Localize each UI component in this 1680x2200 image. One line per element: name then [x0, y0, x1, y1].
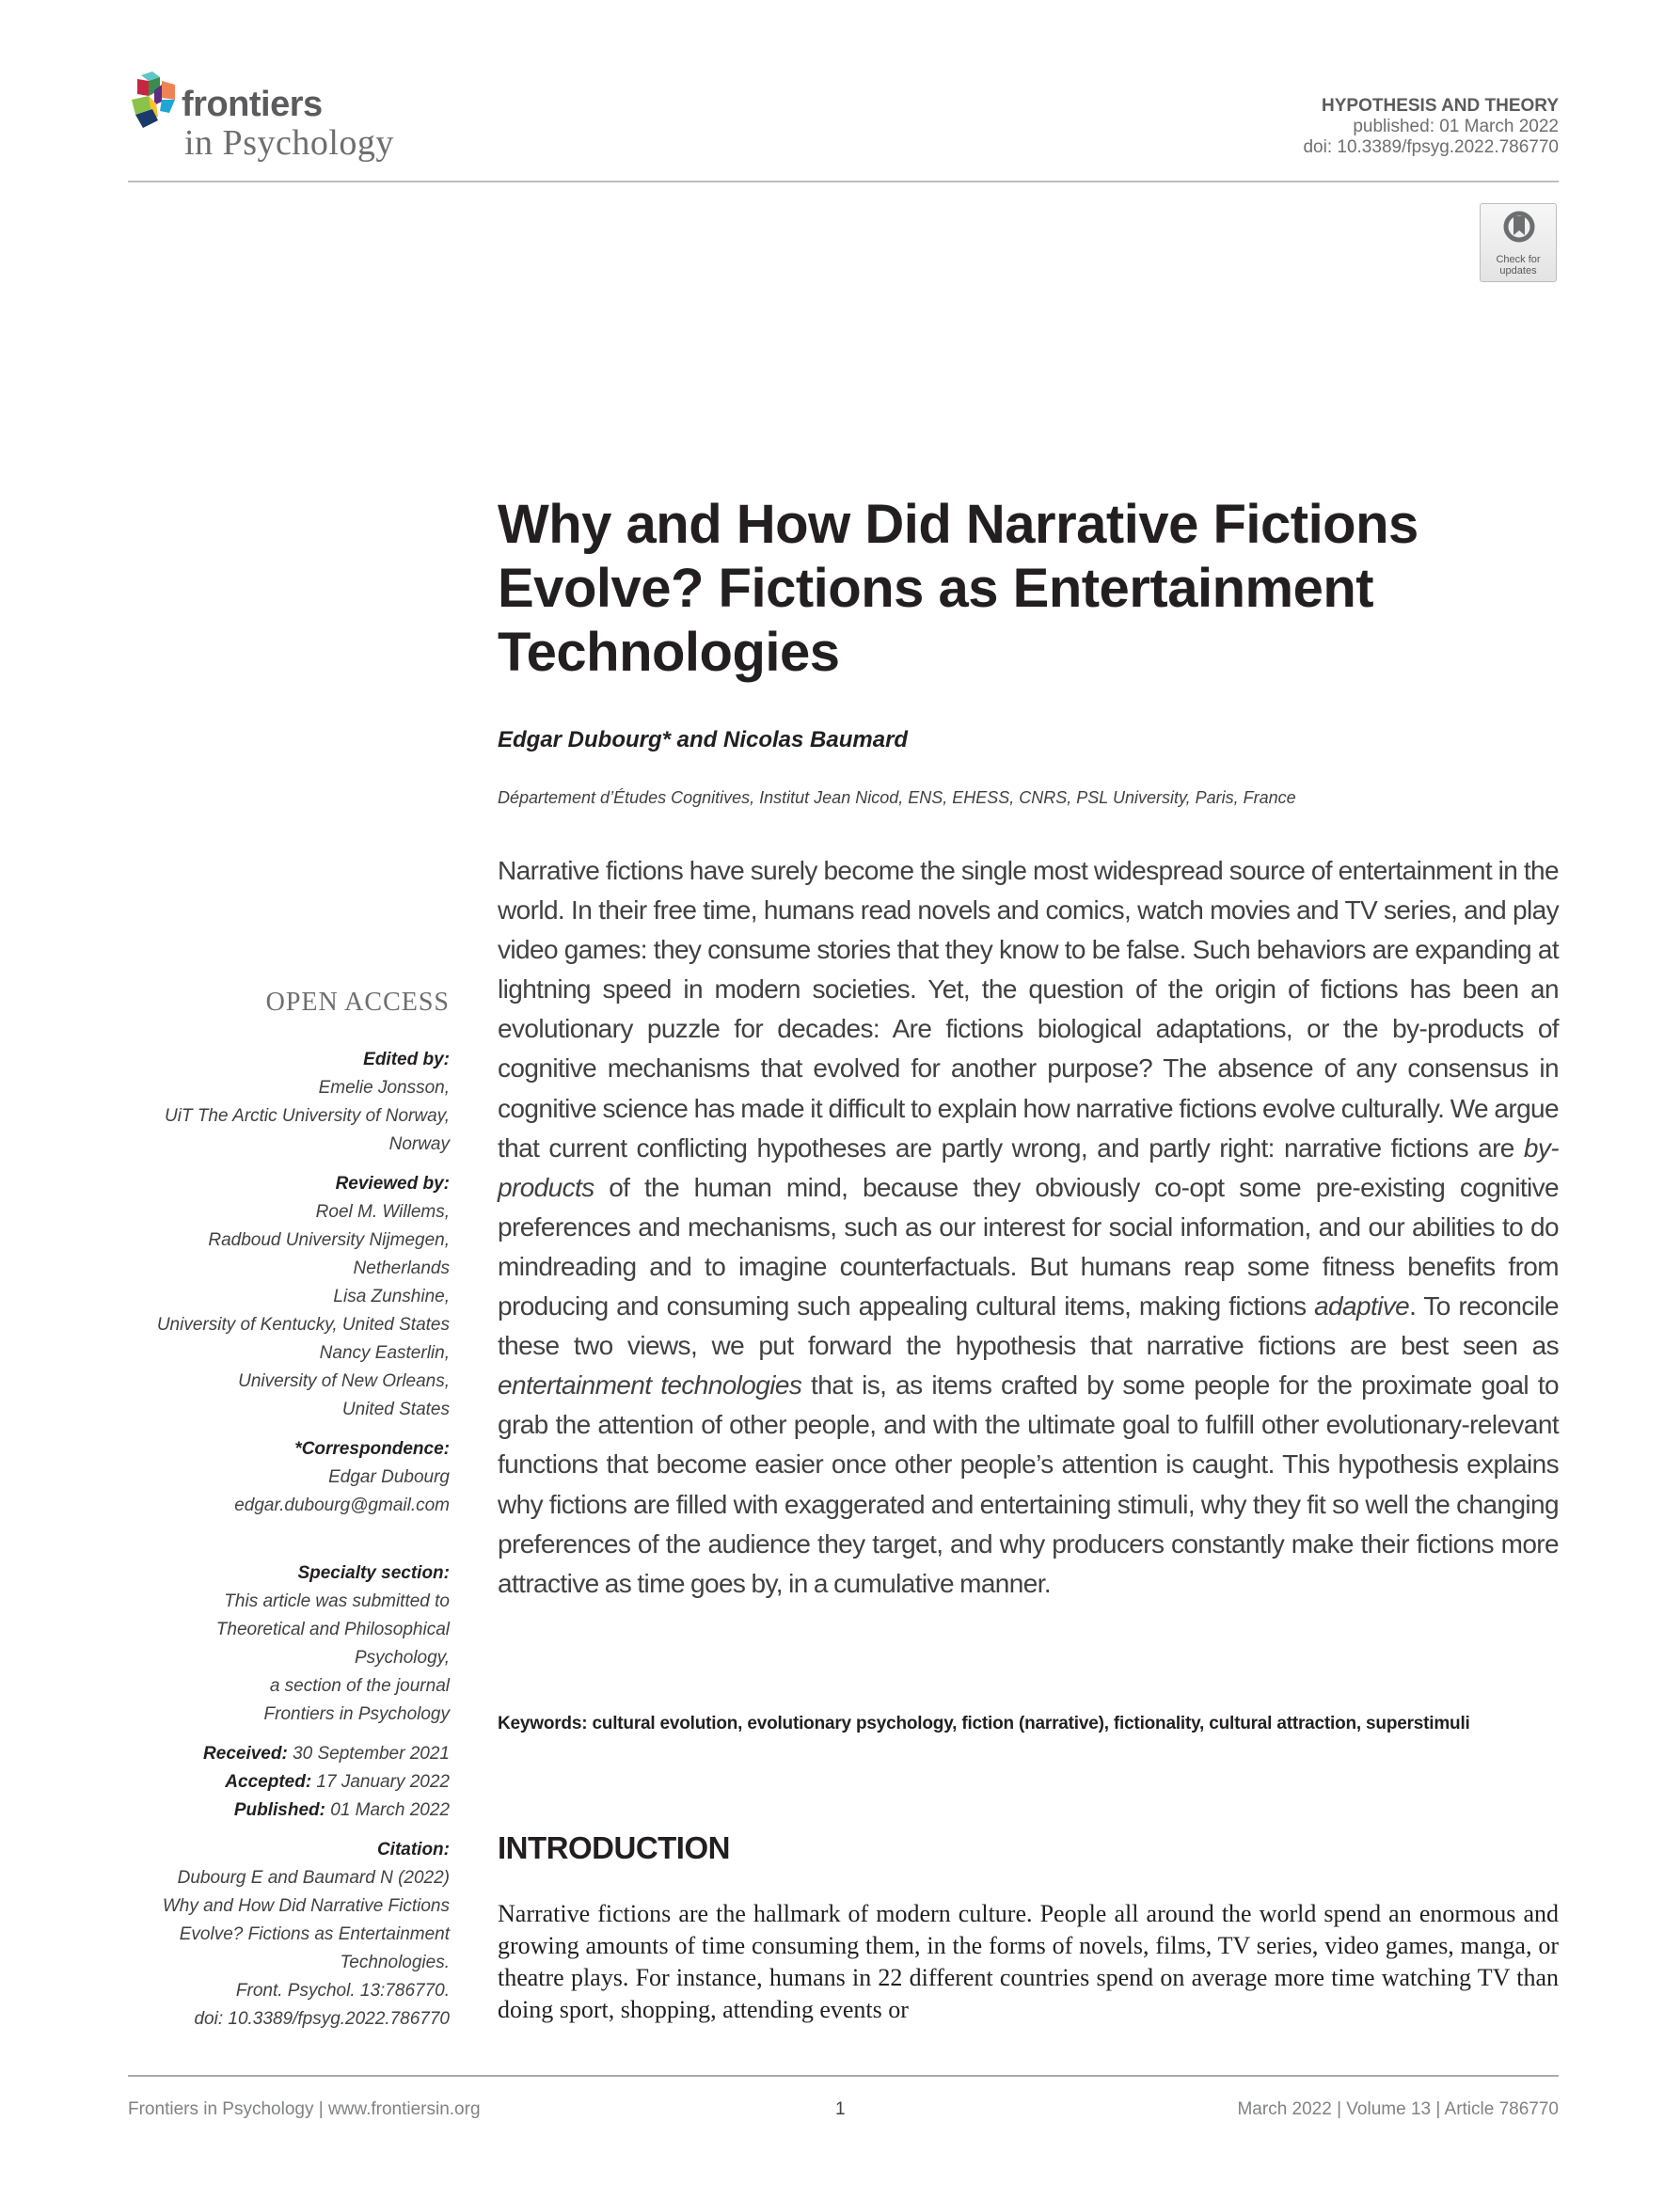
check-for-updates-button[interactable] [1480, 203, 1557, 282]
correspondent-email[interactable]: edgar.dubourg@gmail.com [234, 1496, 450, 1515]
article-meta-header [1303, 96, 1559, 158]
accepted-date: Accepted: 17 January 2022 [225, 1772, 450, 1792]
header-divider [128, 181, 1559, 182]
edited-by-section: Edited by: Emelie Jonsson, UiT The Arctic University of Norway, Norway [92, 1046, 450, 1159]
article-title: Why and How Did Narrative Fictions Evolve? Fictions as Entertainment Technologies [498, 494, 1418, 683]
keywords [498, 1710, 1559, 1738]
author-list: Edgar Dubourg* and Nicolas Baumard [498, 727, 909, 752]
received-date: Received: 30 September 2021 [203, 1744, 450, 1764]
bookmark-ring-icon [1503, 211, 1535, 243]
keywords-label: Keywords: [498, 1714, 588, 1733]
footer-divider [128, 2075, 1559, 2077]
journal-logo[interactable] [128, 71, 448, 175]
reviewer-name: Lisa Zunshine, [333, 1287, 450, 1306]
article-type: HYPOTHESIS AND THEORY [1322, 96, 1559, 116]
footer-journal-link[interactable]: Frontiers in Psychology | www.frontiersin.org [128, 2099, 481, 2119]
introduction-body: Narrative fictions are the hallmark of modern culture. People all around the world spend an enormous and growing amounts of time consuming them, in the forms of novels, films, TV series, video games, manga, or theatre plays. For instance, humans in 22 different countries spend on average more time watching TV than doing sport, shopping, attending events or [498, 1900, 1559, 2023]
published-date-sidebar: Published: 01 March 2022 [233, 1800, 450, 1820]
correspondence-section: *Correspondence: Edgar Dubourg edgar.dubourg@gmail.com [92, 1435, 450, 1520]
published-date: published: 01 March 2022 [1353, 117, 1559, 136]
logo-text-frontiers: frontiers [182, 85, 323, 124]
reviewer-name: Roel M. Willems, [315, 1202, 450, 1222]
section-heading-introduction: INTRODUCTION [498, 1830, 730, 1865]
spacer [92, 1531, 450, 1559]
frontiers-logo-icon [128, 71, 184, 137]
author-affiliation: Département d’Études Cognitives, Institut Jean Nicod, ENS, EHESS, CNRS, PSL University, Paris, France [498, 788, 1296, 807]
abstract-text: Narrative fictions have surely become the single most widespread source of entertainment in the world. In their free time, humans read novels and comics, watch movies and TV series, and play video games: they consume stories that they know to be false. Such behaviors are expanding at lightning speed in modern societies. Yet, the question of the origin of fictions has been an evolutionary puzzle for decades: Are fictions biological adaptations, or the by-products of cognitive mechanisms that evolved for another purpose? The absence of any consensus in cognitive science has made it difficult to explain how narrative fictions evolve culturally. We argue that current conflicting hypotheses are partly wrong, and partly right: narrative fictions are by-products of the human mind, because they obviously co-opt some pre-existing cognitive preferences and mechanisms, such as our interest for social information, and our abilities to do mindreading and to imagine counterfactuals. But humans reap some fitness benefits from producing and consuming such appealing cultural items, making fictions adaptive. To reconcile these two views, we put forward the hypothesis that narrative fictions are best seen as entertainment technologies that is, as items crafted by some people for the proximate goal to grab the attention of other people, and with the ultimate goal to fulfill other evolutionary-relevant functions that become easier once other people’s attention is caught. This hypothesis explains why fictions are filled with exaggerated and entertaining stimuli, why they fit so well the changing preferences of the audience they target, and why producers constantly make their fictions more attractive as time goes by, in a cumulative manner. [498, 856, 1560, 1598]
citation-doi[interactable]: doi: 10.3389/fpsyg.2022.786770 [194, 2009, 450, 2029]
logo-text-journal: in Psychology [184, 123, 394, 163]
citation-section: Citation: Dubourg E and Baumard N (2022) Why and How Did Narrative Fictions Evolve? Fictions as Entertainment Technologies. Front. Psychol. 13:786770. doi: 10.3389/fpsyg.2022.786770 [92, 1836, 450, 2034]
reviewed-by-section: Reviewed by: Roel M. Willems, Radboud University Nijmegen, Netherlands Lisa Zunshine, University of Kentucky, United States Nancy Easterlin, University of New Orleans, United States [92, 1170, 450, 1424]
keywords-values: cultural evolution, evolutionary psychology, fiction (narrative), fictionality, cultural attraction, superstimuli [592, 1714, 1470, 1733]
dates-section [92, 1740, 450, 1825]
editor-name: Emelie Jonsson, [318, 1078, 450, 1098]
open-access-label: OPEN ACCESS [265, 988, 450, 1017]
correspondent-name: Edgar Dubourg [328, 1467, 450, 1487]
page-number: 1 [835, 2099, 846, 2119]
specialty-section: Specialty section: This article was submitted to Theoretical and Philosophical Psychology, a section of the journal Frontiers in Psychology [215, 1563, 450, 1724]
check-updates-label: Check for updates [1496, 254, 1541, 277]
footer-volume-info: March 2022 | Volume 13 | Article 786770 [1237, 2099, 1559, 2119]
doi[interactable]: doi: 10.3389/fpsyg.2022.786770 [1303, 137, 1559, 157]
reviewer-name: Nancy Easterlin, [319, 1343, 450, 1363]
article-info-sidebar [92, 984, 450, 2045]
